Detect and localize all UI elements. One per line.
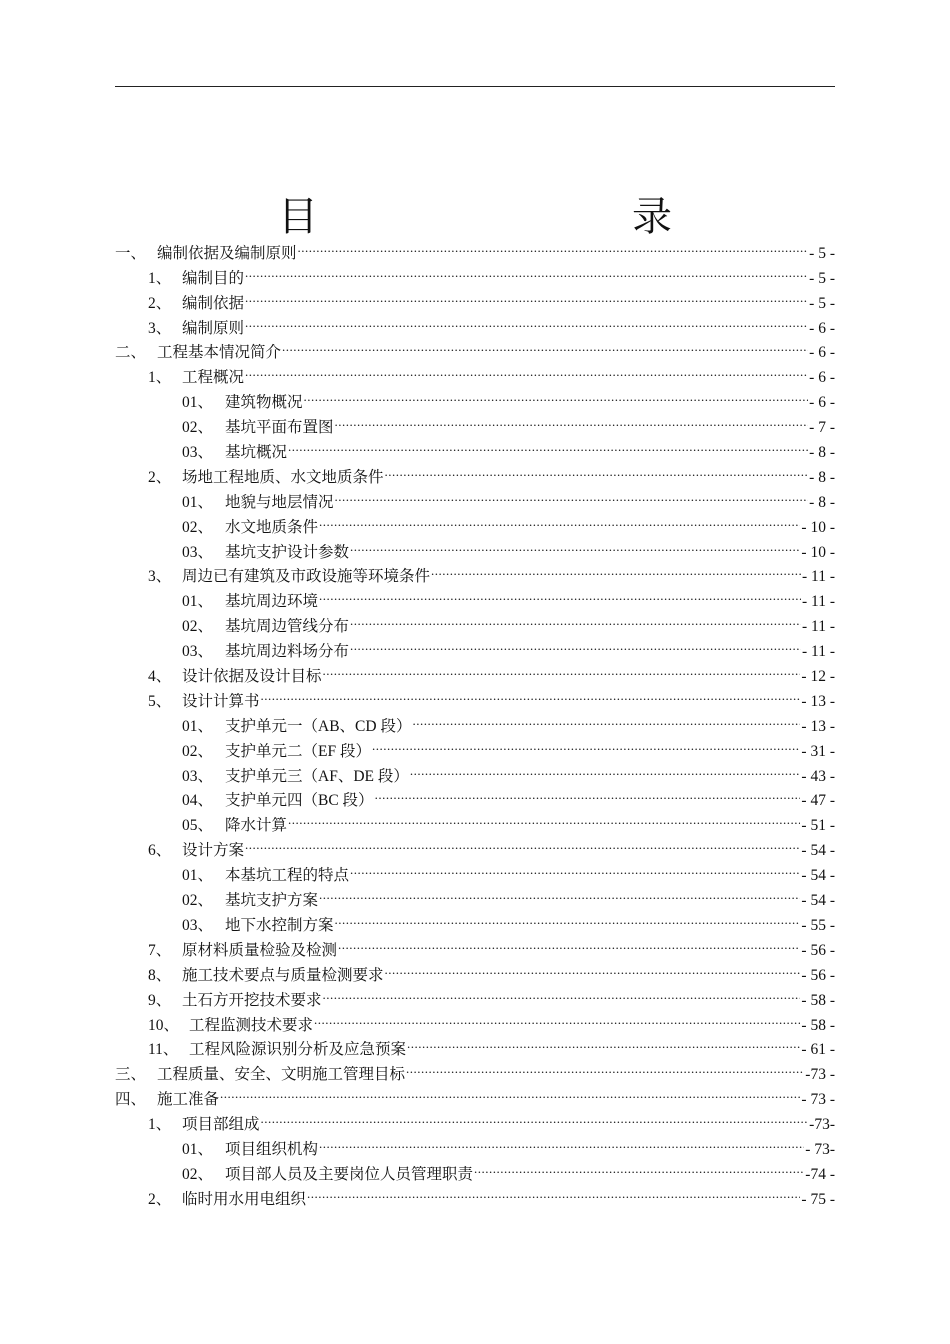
toc-entry-page: - 6 - (809, 394, 835, 412)
toc-entry-page: -74 - (805, 1165, 835, 1183)
toc-entry-number: 9、 (148, 991, 172, 1009)
toc-entry-page: - 73- (805, 1140, 835, 1158)
toc-leader-dots (314, 1005, 800, 1030)
toc-entry-page: - 73 - (801, 1091, 835, 1109)
toc-leader-dots (245, 308, 808, 333)
toc-entry-label: 项目组织机构 (225, 1140, 319, 1158)
toc-entry-label: 土石方开挖技术要求 (182, 991, 322, 1009)
toc-entry-number: 10、 (148, 1016, 180, 1034)
toc-entry-label: 工程监测技术要求 (189, 1016, 314, 1034)
toc-entry-number: 03、 (182, 543, 214, 561)
toc-entry-label: 编制原则 (182, 319, 245, 337)
table-of-contents (115, 233, 835, 1208)
toc-leader-dots (350, 606, 801, 631)
toc-entry-label: 基坑周边料场分布 (225, 643, 350, 661)
toc-entry-number: 01、 (182, 867, 214, 885)
toc-entry-number: 03、 (182, 916, 214, 934)
toc-entry-page: - 31 - (801, 742, 835, 760)
toc-entry-page: - 10 - (801, 543, 835, 561)
toc-leader-dots (261, 681, 801, 706)
toc-entry-label: 设计计算书 (182, 692, 260, 710)
toc-leader-dots (335, 407, 809, 432)
toc-entry-label: 水文地质条件 (225, 518, 319, 536)
toc-entry-number: 02、 (182, 742, 214, 760)
toc-entry-number: 一、 (115, 244, 147, 262)
toc-entry-number: 01、 (182, 717, 214, 735)
toc-entry-number: 3、 (148, 319, 172, 337)
toc-entry-label: 项目部人员及主要岗位人员管理职责 (225, 1165, 474, 1183)
toc-entry-page: - 8 - (809, 444, 835, 462)
toc-leader-dots (407, 1030, 800, 1055)
toc-leader-dots (304, 382, 809, 407)
toc-entry-label: 支护单元三（AF、DE 段） (225, 767, 409, 785)
toc-leader-dots (372, 731, 800, 756)
toc-entry-number: 二、 (115, 344, 147, 362)
toc-entry-number: 1、 (148, 369, 172, 387)
toc-entry-number: 3、 (148, 568, 172, 586)
toc-entry-page: - 54 - (801, 842, 835, 860)
toc-entry-page: - 6 - (809, 344, 835, 362)
toc-entry[interactable] (115, 1104, 835, 1134)
toc-entry-page: - 13 - (801, 692, 835, 710)
toc-entry-number: 01、 (182, 1140, 214, 1158)
toc-entry-number: 04、 (182, 792, 214, 810)
toc-entry-page: - 56 - (801, 966, 835, 984)
toc-entry-number: 8、 (148, 966, 172, 984)
toc-entry-label: 支护单元一（AB、CD 段） (225, 717, 412, 735)
toc-leader-dots (410, 756, 801, 781)
toc-entry-page: - 11 - (802, 643, 835, 661)
toc-entry-page: - 51 - (801, 817, 835, 835)
toc-entry-page: - 8 - (809, 493, 835, 511)
toc-leader-dots (288, 805, 800, 830)
toc-entry-label: 周边已有建筑及市政设施等环境条件 (182, 568, 431, 586)
toc-leader-dots (245, 357, 808, 382)
toc-entry-number: 6、 (148, 842, 172, 860)
toc-leader-dots (319, 880, 800, 905)
toc-entry-label: 施工技术要点与质量检测要求 (182, 966, 384, 984)
toc-leader-dots (335, 905, 801, 930)
toc-leader-dots (335, 482, 809, 507)
toc-entry-page: - 5 - (809, 244, 835, 262)
toc-leader-dots (307, 1179, 800, 1204)
toc-entry-label: 项目部组成 (182, 1116, 260, 1134)
toc-leader-dots (350, 631, 801, 656)
toc-entry-label: 编制目的 (182, 269, 245, 287)
toc-entry-label: 工程风险源识别分析及应急预案 (189, 1041, 407, 1059)
toc-leader-dots (245, 283, 808, 308)
toc-leader-dots (385, 955, 801, 980)
toc-entry-number: 03、 (182, 444, 214, 462)
toc-leader-dots (298, 233, 809, 258)
toc-entry-page: - 11 - (802, 593, 835, 611)
toc-entry-label: 编制依据 (182, 294, 245, 312)
toc-entry-number: 1、 (148, 1116, 172, 1134)
toc-entry-page: - 11 - (802, 568, 835, 586)
toc-entry-label: 工程基本情况简介 (157, 344, 282, 362)
toc-entry-number: 2、 (148, 294, 172, 312)
toc-entry-label: 场地工程地质、水文地质条件 (182, 468, 384, 486)
toc-entry-number: 1、 (148, 269, 172, 287)
toc-leader-dots (245, 830, 800, 855)
toc-entry-number: 03、 (182, 643, 214, 661)
toc-entry-page: - 6 - (809, 369, 835, 387)
toc-entry-page: - 10 - (801, 518, 835, 536)
toc-entry-page: - 6 - (809, 319, 835, 337)
toc-leader-dots (319, 581, 801, 606)
toc-leader-dots (288, 432, 808, 457)
toc-entry-number: 5、 (148, 692, 172, 710)
toc-entry[interactable] (115, 233, 835, 262)
toc-leader-dots (350, 532, 800, 557)
toc-entry-label: 设计方案 (182, 842, 245, 860)
toc-entry-page: - 5 - (809, 269, 835, 287)
toc-entry-number: 四、 (115, 1091, 147, 1109)
toc-entry-number: 03、 (182, 767, 214, 785)
toc-entry-page: - 58 - (801, 991, 835, 1009)
toc-entry-number: 7、 (148, 941, 172, 959)
toc-entry-page: - 58 - (801, 1016, 835, 1034)
toc-entry-number: 02、 (182, 1165, 214, 1183)
toc-leader-dots (412, 706, 800, 731)
toc-entry-page: - 8 - (809, 468, 835, 486)
toc-entry-label: 地下水控制方案 (225, 916, 334, 934)
toc-entry-page: - 75 - (801, 1190, 835, 1208)
toc-leader-dots (323, 980, 801, 1005)
toc-entry-page: - 54 - (801, 892, 835, 910)
toc-entry-label: 降水计算 (225, 817, 288, 835)
toc-leader-dots (323, 656, 801, 681)
toc-entry-page: - 11 - (802, 618, 835, 636)
toc-entry-number: 2、 (148, 468, 172, 486)
toc-entry[interactable] (115, 1079, 835, 1109)
toc-leader-dots (245, 258, 808, 283)
toc-entry-number: 4、 (148, 668, 172, 686)
toc-entry-label: 基坑周边环境 (225, 593, 319, 611)
toc-leader-dots (474, 1154, 804, 1179)
toc-entry-label: 基坑支护设计参数 (225, 543, 350, 561)
toc-entry-number: 02、 (182, 892, 214, 910)
toc-entry-number: 01、 (182, 493, 214, 511)
toc-entry-page: - 43 - (801, 767, 835, 785)
toc-entry-number: 02、 (182, 518, 214, 536)
toc-entry-number: 三、 (115, 1066, 147, 1084)
toc-entry-page: - 5 - (809, 294, 835, 312)
toc-entry-number: 01、 (182, 593, 214, 611)
toc-leader-dots (319, 507, 800, 532)
toc-entry-label: 基坑周边管线分布 (225, 618, 350, 636)
toc-entry-number: 02、 (182, 618, 214, 636)
toc-entry-number: 02、 (182, 419, 214, 437)
toc-leader-dots (261, 1104, 809, 1129)
toc-entry-label: 设计依据及设计目标 (182, 668, 322, 686)
toc-leader-dots (220, 1079, 800, 1104)
toc-entry-number: 11、 (148, 1041, 179, 1059)
toc-leader-dots (385, 457, 809, 482)
toc-entry-label: 基坑平面布置图 (225, 419, 334, 437)
toc-entry-label: 临时用水用电组织 (182, 1190, 307, 1208)
toc-entry-page: -73- (809, 1116, 835, 1134)
toc-entry-page: - 54 - (801, 867, 835, 885)
toc-entry-label: 建筑物概况 (225, 394, 303, 412)
toc-entry-number: 05、 (182, 817, 214, 835)
toc-entry-number: 2、 (148, 1190, 172, 1208)
toc-entry-page: - 56 - (801, 941, 835, 959)
toc-entry-label: 原材料质量检验及检测 (182, 941, 338, 959)
page-title: 目 录 (278, 193, 750, 239)
toc-leader-dots (338, 930, 800, 955)
toc-entry-label: 基坑概况 (225, 444, 288, 462)
toc-entry-label: 工程概况 (182, 369, 245, 387)
toc-entry-label: 支护单元二（EF 段） (225, 742, 371, 760)
toc-entry-page: -73 - (805, 1066, 835, 1084)
toc-leader-dots (350, 855, 800, 880)
toc-entry-page: - 55 - (801, 916, 835, 934)
toc-leader-dots (375, 781, 801, 806)
toc-entry-page: - 61 - (801, 1041, 835, 1059)
toc-entry-page: - 47 - (801, 792, 835, 810)
toc-entry-label: 基坑支护方案 (225, 892, 319, 910)
toc-leader-dots (282, 333, 808, 358)
toc-entry-label: 工程质量、安全、文明施工管理目标 (157, 1066, 406, 1084)
toc-entry-label: 支护单元四（BC 段） (225, 792, 374, 810)
toc-leader-dots (431, 557, 801, 582)
toc-entry-page: - 7 - (809, 419, 835, 437)
toc-leader-dots (406, 1054, 804, 1079)
toc-entry-label: 本基坑工程的特点 (225, 867, 350, 885)
toc-leader-dots (319, 1129, 804, 1154)
header-rule (115, 86, 835, 87)
toc-entry-page: - 13 - (801, 717, 835, 735)
toc-entry-number: 01、 (182, 394, 214, 412)
toc-entry-label: 编制依据及编制原则 (157, 244, 297, 262)
toc-entry-label: 地貌与地层情况 (225, 493, 334, 511)
toc-entry-page: - 12 - (801, 668, 835, 686)
toc-entry-label: 施工准备 (157, 1091, 220, 1109)
